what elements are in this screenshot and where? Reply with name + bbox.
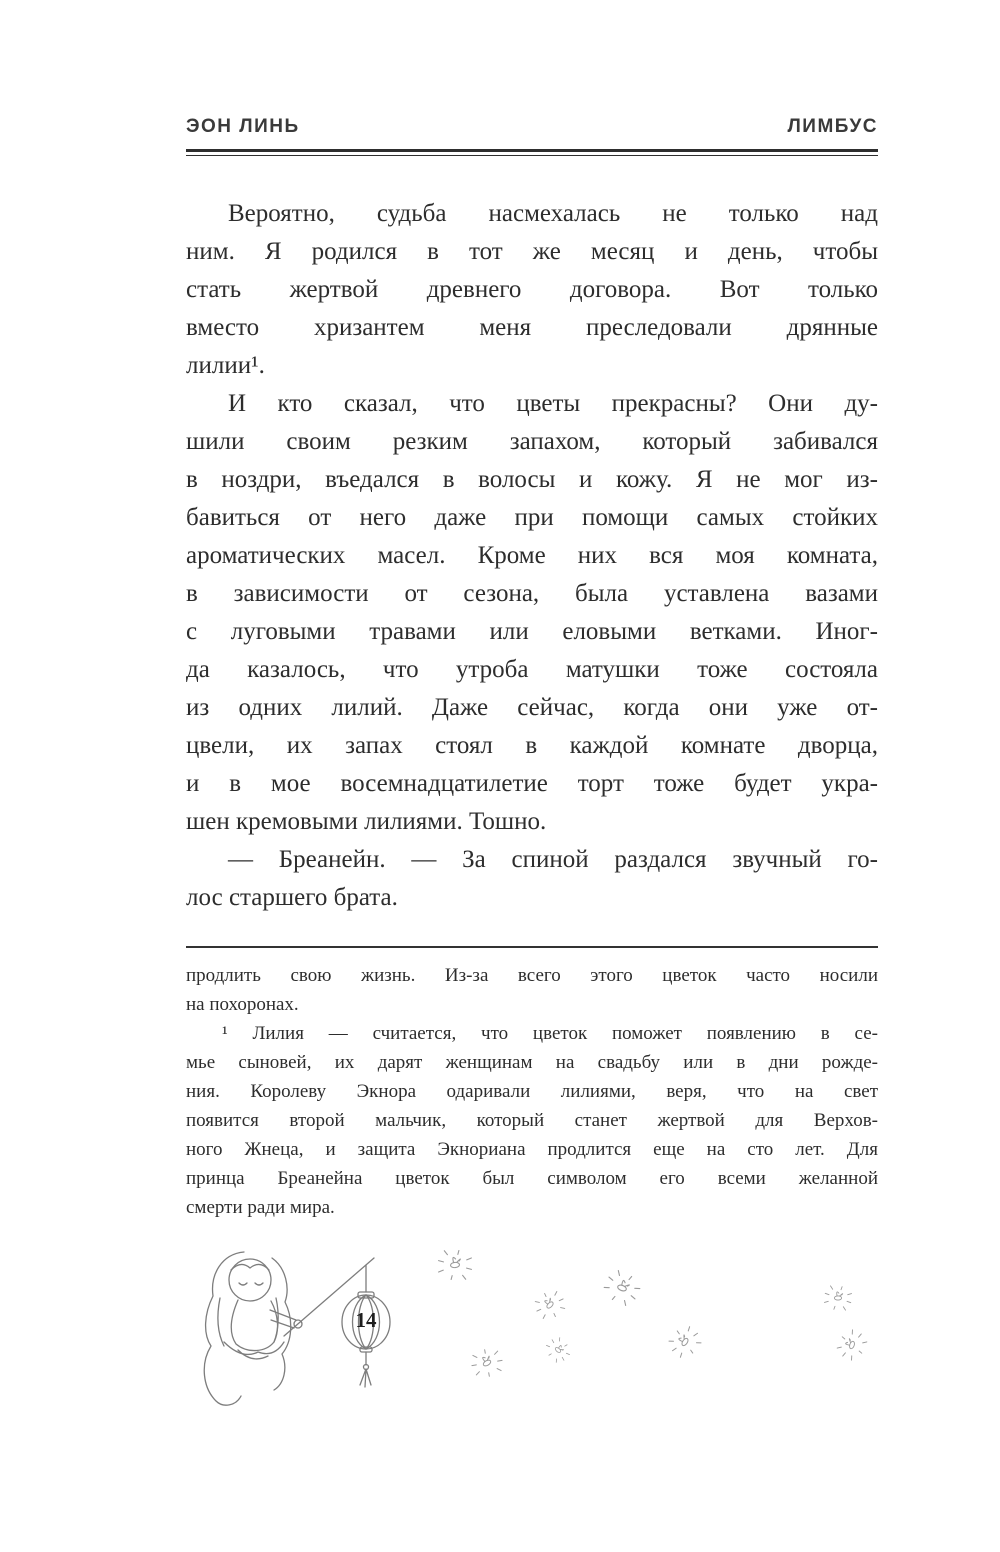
text-line: с луговыми травами или еловыми ветками. Иног- (186, 618, 878, 645)
firefly-icon (543, 1334, 573, 1365)
text-line: в ноздри, въедался в волосы и кожу. Я не мог из- (186, 466, 878, 493)
text-line: смерти ради мира. (186, 1197, 335, 1218)
running-header (186, 116, 878, 138)
text-line: ароматических масел. Кроме них вся моя комната, (186, 542, 878, 569)
paragraph (186, 841, 878, 917)
firefly-icon (470, 1347, 505, 1379)
text-line: продлить свою жизнь. Из-за всего этого цветок часто носили (186, 965, 878, 986)
tassel-strands (360, 1369, 371, 1387)
header-rule-thick-line (186, 149, 878, 152)
footnotes (186, 961, 878, 1222)
closed-eye (255, 1283, 263, 1285)
text-line: в зависимости от сезона, была уставлена вазами (186, 580, 878, 607)
body-sketch (231, 1300, 277, 1351)
text-line: И кто сказал, что цветы прекрасны? Они ду- (228, 390, 878, 417)
arms-sketch (270, 1310, 296, 1328)
text-line: вместо хризантем меня преследовали дрянные (186, 314, 878, 341)
firefly-icon (821, 1282, 855, 1314)
hair-sketch (204, 1252, 244, 1405)
firefly-icon (599, 1266, 644, 1311)
text-line: шен кремовыми лилиями. Тошно. (186, 808, 547, 835)
text-line: шили своим резким запахом, который забивался (186, 428, 878, 455)
running-header-title: ЛИМБУС (787, 116, 878, 137)
header-double-rule (186, 149, 878, 156)
text-line: Вероятно, судьба насмехалась не только над (228, 200, 878, 227)
footnote-rule (186, 946, 878, 948)
fireflies-illustration (420, 1240, 890, 1390)
paragraph (186, 1019, 878, 1222)
firefly-icon (833, 1326, 871, 1365)
closed-eye (239, 1283, 247, 1285)
text-line: ния. Королеву Экнора одаривали лилиями, веря, что на свет (186, 1081, 878, 1102)
page-number: 14 (355, 1308, 377, 1332)
text-line: стать жертвой древнего договора. Вот только (186, 276, 878, 303)
text-line: из одних лилий. Даже сейчас, когда они уже от- (186, 694, 878, 721)
paragraph (186, 195, 878, 385)
text-line: да казалось, что утроба матушки тоже состояла (186, 656, 878, 683)
text-line: лилии¹. (186, 352, 265, 379)
text-line: ним. Я родился в тот же месяц и день, чтобы (186, 238, 878, 265)
bangs-sketch (231, 1264, 269, 1270)
paragraph (186, 961, 878, 1019)
text-line: мье сыновей, их дарят женщинам на свадьбу или в дни рожде- (186, 1052, 878, 1073)
running-header-author: ЭОН ЛИНЬ (186, 116, 300, 137)
firefly-icon (532, 1287, 569, 1322)
body-text (186, 195, 878, 917)
head-sketch (229, 1259, 271, 1301)
text-line: ¹ Лилия — считается, что цветок поможет появлению в се- (222, 1023, 878, 1044)
text-line: бавиться от него даже при помощи самых стойких (186, 504, 878, 531)
text-line: цвели, их запах стоял в каждой комнате дворца, (186, 732, 878, 759)
firefly-icon (435, 1246, 476, 1284)
paragraph (186, 385, 878, 841)
text-line: — Бреанейн. — За спиной раздался звучный го- (228, 846, 878, 873)
skirt-sketch (224, 1342, 284, 1354)
header-rule-thin-line (186, 155, 878, 156)
lantern-girl-illustration (186, 1238, 426, 1413)
text-line: ного Жнеца, и защита Экнориана продлится еще на сто лет. Для (186, 1139, 878, 1160)
text-line: принца Бреанейна цветок был символом его всеми желанной (186, 1168, 878, 1189)
text-line: лос старшего брата. (186, 884, 398, 911)
hair-strand (218, 1298, 224, 1346)
text-line: и в мое восемнадцатилетие торт тоже будет укра- (186, 770, 878, 797)
text-line: на похоронах. (186, 994, 299, 1015)
text-line: появится второй мальчик, который станет жертвой для Верхов- (186, 1110, 878, 1131)
firefly-icon (665, 1322, 706, 1362)
